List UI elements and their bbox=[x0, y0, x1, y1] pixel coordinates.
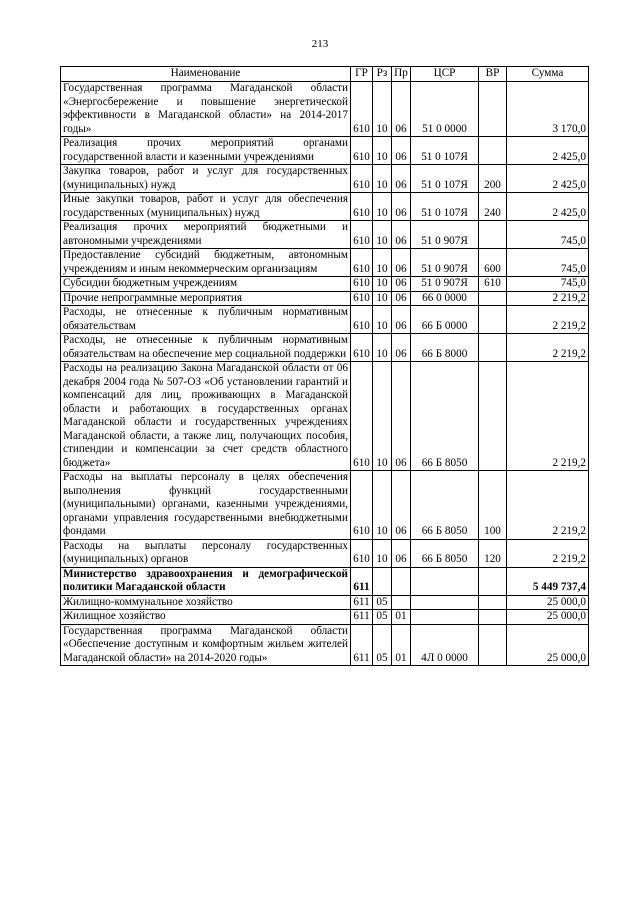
cell-name: Закупка товаров, работ и услуг для государственных (муниципальных) нужд bbox=[61, 165, 351, 193]
cell-rz: 10 bbox=[373, 221, 392, 249]
table-row bbox=[61, 471, 589, 540]
cell-sum: 3 170,0 bbox=[507, 82, 589, 137]
cell-gr: 610 bbox=[351, 221, 373, 249]
cell-csr: 66 Б 8000 bbox=[411, 334, 479, 362]
cell-vr: 100 bbox=[479, 471, 507, 540]
cell-csr: 66 Б 8050 bbox=[411, 362, 479, 471]
table-row bbox=[61, 193, 589, 221]
cell-rz: 05 bbox=[373, 595, 392, 610]
cell-sum: 2 219,2 bbox=[507, 291, 589, 306]
cell-pr bbox=[392, 595, 411, 610]
cell-gr: 610 bbox=[351, 249, 373, 277]
cell-name: Прочие непрограммные мероприятия bbox=[61, 291, 351, 306]
table-header-row bbox=[61, 67, 589, 82]
cell-sum: 2 219,2 bbox=[507, 362, 589, 471]
cell-name: Расходы на выплаты персоналу в целях обеспечения выполнения функций государственными (муниципальными) органами, казенными учреждениями, органами управления государственными внебюджетными фондами bbox=[61, 471, 351, 540]
cell-sum: 745,0 bbox=[507, 277, 589, 292]
cell-vr bbox=[479, 610, 507, 625]
cell-vr bbox=[479, 567, 507, 595]
cell-pr: 06 bbox=[392, 249, 411, 277]
cell-pr: 06 bbox=[392, 471, 411, 540]
table-row bbox=[61, 249, 589, 277]
cell-rz: 10 bbox=[373, 277, 392, 292]
header-csr: ЦСР bbox=[411, 67, 479, 82]
header-pr: Пр bbox=[392, 67, 411, 82]
header-vr: ВР bbox=[479, 67, 507, 82]
cell-sum: 2 425,0 bbox=[507, 193, 589, 221]
cell-rz: 10 bbox=[373, 137, 392, 165]
cell-csr: 4Л 0 0000 bbox=[411, 624, 479, 666]
cell-vr bbox=[479, 291, 507, 306]
cell-rz: 10 bbox=[373, 291, 392, 306]
cell-csr bbox=[411, 595, 479, 610]
table-body bbox=[61, 82, 589, 666]
cell-vr bbox=[479, 82, 507, 137]
cell-csr: 51 0 107Я bbox=[411, 193, 479, 221]
cell-sum: 25 000,0 bbox=[507, 624, 589, 666]
cell-name: Жилищное хозяйство bbox=[61, 610, 351, 625]
cell-name: Предоставление субсидий бюджетным, автономным учреждениям и иным некоммерческим организациям bbox=[61, 249, 351, 277]
cell-gr: 610 bbox=[351, 193, 373, 221]
cell-rz: 10 bbox=[373, 334, 392, 362]
cell-csr bbox=[411, 610, 479, 625]
cell-vr bbox=[479, 334, 507, 362]
cell-sum: 2 425,0 bbox=[507, 165, 589, 193]
cell-pr: 06 bbox=[392, 193, 411, 221]
cell-vr bbox=[479, 306, 507, 334]
cell-gr: 610 bbox=[351, 277, 373, 292]
cell-rz: 10 bbox=[373, 471, 392, 540]
cell-sum: 2 219,2 bbox=[507, 539, 589, 567]
table-row bbox=[61, 221, 589, 249]
cell-pr: 01 bbox=[392, 610, 411, 625]
table-row bbox=[61, 334, 589, 362]
cell-csr: 51 0 107Я bbox=[411, 165, 479, 193]
budget-table bbox=[60, 66, 589, 666]
table-row bbox=[61, 610, 589, 625]
cell-csr: 51 0 907Я bbox=[411, 277, 479, 292]
cell-name: Иные закупки товаров, работ и услуг для обеспечения государственных (муниципальных) нужд bbox=[61, 193, 351, 221]
header-name: Наименование bbox=[61, 67, 351, 82]
table-row bbox=[61, 277, 589, 292]
cell-pr: 06 bbox=[392, 291, 411, 306]
cell-rz: 10 bbox=[373, 539, 392, 567]
cell-sum: 2 219,2 bbox=[507, 306, 589, 334]
cell-gr: 610 bbox=[351, 165, 373, 193]
cell-sum: 2 219,2 bbox=[507, 334, 589, 362]
cell-gr: 610 bbox=[351, 362, 373, 471]
cell-gr: 611 bbox=[351, 595, 373, 610]
cell-csr: 66 0 0000 bbox=[411, 291, 479, 306]
cell-rz: 10 bbox=[373, 249, 392, 277]
cell-sum: 2 425,0 bbox=[507, 137, 589, 165]
cell-rz: 10 bbox=[373, 306, 392, 334]
cell-pr: 01 bbox=[392, 624, 411, 666]
table-row bbox=[61, 362, 589, 471]
cell-rz: 10 bbox=[373, 165, 392, 193]
cell-vr: 200 bbox=[479, 165, 507, 193]
cell-name: Расходы на реализацию Закона Магаданской области от 06 декабря 2004 года № 507-ОЗ «Об установлении гарантий и компенсаций для лиц, проживающих в Магаданской области и работающих в государственных органах Магаданской области и государственных учреждениях Магаданской области, а также лиц, получающих пособия, стипендии и компенсации за счет средств областного бюджета» bbox=[61, 362, 351, 471]
cell-vr bbox=[479, 362, 507, 471]
cell-vr: 240 bbox=[479, 193, 507, 221]
page-number: 213 bbox=[311, 38, 329, 50]
cell-gr: 611 bbox=[351, 610, 373, 625]
cell-gr: 611 bbox=[351, 624, 373, 666]
cell-pr: 06 bbox=[392, 306, 411, 334]
cell-sum: 745,0 bbox=[507, 221, 589, 249]
table-row bbox=[61, 165, 589, 193]
cell-sum: 745,0 bbox=[507, 249, 589, 277]
table-row bbox=[61, 306, 589, 334]
cell-csr: 66 Б 8050 bbox=[411, 471, 479, 540]
cell-vr bbox=[479, 137, 507, 165]
cell-name: Расходы, не отнесенные к публичным нормативным обязательствам на обеспечение мер социальной поддержки bbox=[61, 334, 351, 362]
header-rz: Рз bbox=[373, 67, 392, 82]
cell-vr: 610 bbox=[479, 277, 507, 292]
cell-rz: 10 bbox=[373, 82, 392, 137]
table-row bbox=[61, 82, 589, 137]
cell-gr: 610 bbox=[351, 471, 373, 540]
header-sum: Сумма bbox=[507, 67, 589, 82]
cell-vr: 600 bbox=[479, 249, 507, 277]
cell-csr: 51 0 0000 bbox=[411, 82, 479, 137]
cell-name: Государственная программа Магаданской области «Обеспечение доступным и комфортным жильем жителей Магаданской области» на 2014-2020 годы» bbox=[61, 624, 351, 666]
cell-vr bbox=[479, 595, 507, 610]
cell-name: Расходы, не отнесенные к публичным нормативным обязательствам bbox=[61, 306, 351, 334]
cell-pr: 06 bbox=[392, 277, 411, 292]
cell-pr bbox=[392, 567, 411, 595]
cell-name: Министерство здравоохранения и демографической политики Магаданской области bbox=[61, 567, 351, 595]
cell-pr: 06 bbox=[392, 334, 411, 362]
cell-rz: 05 bbox=[373, 610, 392, 625]
cell-gr: 610 bbox=[351, 306, 373, 334]
table-row bbox=[61, 539, 589, 567]
cell-pr: 06 bbox=[392, 539, 411, 567]
cell-csr: 51 0 907Я bbox=[411, 221, 479, 249]
cell-gr: 610 bbox=[351, 539, 373, 567]
cell-csr: 51 0 107Я bbox=[411, 137, 479, 165]
cell-gr: 610 bbox=[351, 137, 373, 165]
cell-name: Субсидии бюджетным учреждениям bbox=[61, 277, 351, 292]
cell-name: Расходы на выплаты персоналу государственных (муниципальных) органов bbox=[61, 539, 351, 567]
cell-gr: 610 bbox=[351, 291, 373, 306]
cell-name: Государственная программа Магаданской области «Энергосбережение и повышение энергетической эффективности в Магаданской области» на 2014-2017 годы» bbox=[61, 82, 351, 137]
cell-sum: 25 000,0 bbox=[507, 610, 589, 625]
cell-name: Реализация прочих мероприятий органами государственной власти и казенными учреждениями bbox=[61, 137, 351, 165]
cell-pr: 06 bbox=[392, 82, 411, 137]
cell-rz bbox=[373, 567, 392, 595]
cell-rz: 10 bbox=[373, 362, 392, 471]
cell-csr: 66 Б 8050 bbox=[411, 539, 479, 567]
cell-gr: 610 bbox=[351, 82, 373, 137]
cell-csr bbox=[411, 567, 479, 595]
header-gr: ГР bbox=[351, 67, 373, 82]
cell-rz: 10 bbox=[373, 193, 392, 221]
cell-sum: 25 000,0 bbox=[507, 595, 589, 610]
cell-name: Реализация прочих мероприятий бюджетными и автономными учреждениями bbox=[61, 221, 351, 249]
cell-sum: 5 449 737,4 bbox=[507, 567, 589, 595]
cell-pr: 06 bbox=[392, 362, 411, 471]
cell-name: Жилищно-коммунальное хозяйство bbox=[61, 595, 351, 610]
cell-pr: 06 bbox=[392, 221, 411, 249]
cell-pr: 06 bbox=[392, 137, 411, 165]
cell-gr: 610 bbox=[351, 334, 373, 362]
cell-vr: 120 bbox=[479, 539, 507, 567]
cell-pr: 06 bbox=[392, 165, 411, 193]
table-row bbox=[61, 595, 589, 610]
cell-gr: 611 bbox=[351, 567, 373, 595]
table-row bbox=[61, 291, 589, 306]
table-row bbox=[61, 567, 589, 595]
cell-vr bbox=[479, 624, 507, 666]
cell-csr: 66 Б 0000 bbox=[411, 306, 479, 334]
cell-sum: 2 219,2 bbox=[507, 471, 589, 540]
cell-rz: 05 bbox=[373, 624, 392, 666]
cell-csr: 51 0 907Я bbox=[411, 249, 479, 277]
table-row bbox=[61, 137, 589, 165]
cell-vr bbox=[479, 221, 507, 249]
table-row bbox=[61, 624, 589, 666]
